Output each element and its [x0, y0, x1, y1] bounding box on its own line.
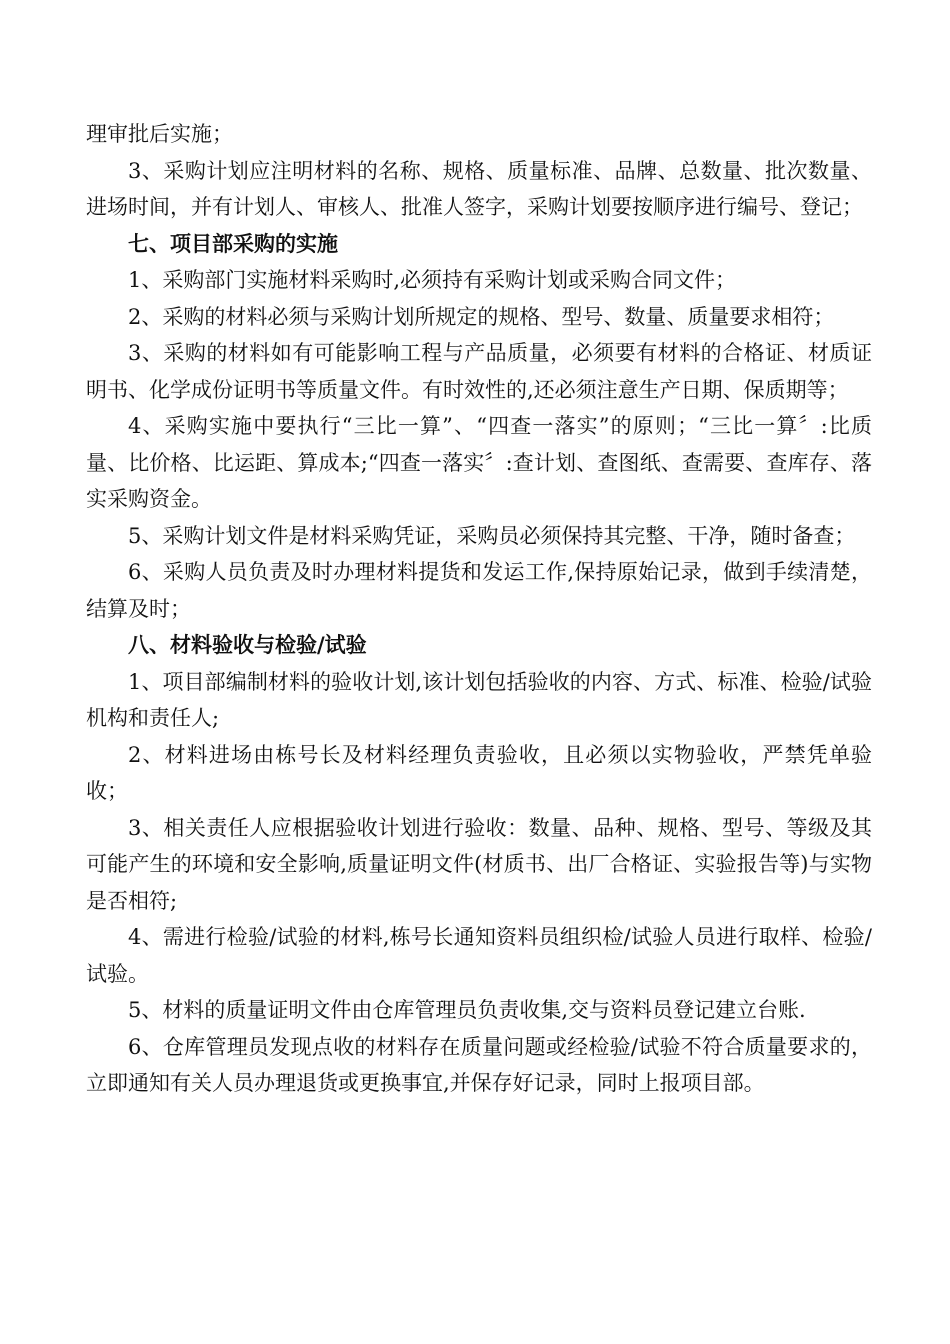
- paragraph-item: 2、材料进场由栋号长及材料经理负责验收，且必须以实物验收，严禁凭单验收；: [86, 742, 872, 803]
- paragraph-item: 6、仓库管理员发现点收的材料存在质量问题或经检验/试验不符合质量要求的，立即通知有关人员办理退货或更换事宜,并保存好记录，同时上报项目部。: [86, 1034, 872, 1095]
- paragraph-item: 1、项目部编制材料的验收计划,该计划包括验收的内容、方式、标准、检验/试验机构和责任人;: [86, 669, 872, 730]
- paragraph-item: 3、相关责任人应根据验收计划进行验收：数量、品种、规格、型号、等级及其可能产生的环境和安全影响,质量证明文件(材质书、出厂合格证、实验报告等)与实物是否相符;: [86, 815, 872, 913]
- paragraph-item: 4、采购实施中要执行“三比一算”、“四查一落实”的原则；“三比一算〞:比质量、比价格、比运距、算成本;“四查一落实〞:查计划、查图纸、查需要、查库存、落实采购资金。: [86, 414, 872, 511]
- paragraph-item: 3、采购的材料如有可能影响工程与产品质量，必须要有材料的合格证、材质证明书、化学成份证明书等质量文件。有时效性的,还必须注意生产日期、保质期等；: [86, 341, 872, 402]
- paragraph-item: 2、采购的材料必须与采购计划所规定的规格、型号、数量、质量要求相符；: [128, 304, 835, 329]
- paragraph-item: 3、采购计划应注明材料的名称、规格、质量标准、品牌、总数量、批次数量、进场时间，并有计划人、审核人、批准人签字，采购计划要按顺序进行编号、登记；: [86, 158, 872, 219]
- paragraph-item: 5、采购计划文件是材料采购凭证，采购员必须保持其完整、干净，随时备查；: [128, 523, 856, 548]
- paragraph-continuation: 理审批后实施；: [86, 122, 233, 146]
- paragraph-item: 6、采购人员负责及时办理材料提货和发运工作,保持原始记录，做到手续清楚，结算及时；: [86, 560, 872, 621]
- section-heading: 八、材料验收与检验/试验: [128, 632, 367, 657]
- paragraph-item: 1、采购部门实施材料采购时,必须持有采购计划或采购合同文件；: [128, 268, 737, 292]
- document-body: [86, 116, 872, 1102]
- section-heading: 七、项目部采购的实施: [128, 230, 338, 256]
- paragraph-item: 4、需进行检验/试验的材料,栋号长通知资料员组织检/试验人员进行取样、检验/试验。: [86, 925, 872, 986]
- paragraph-item: 5、材料的质量证明文件由仓库管理员负责收集,交与资料员登记建立台账.: [128, 998, 806, 1022]
